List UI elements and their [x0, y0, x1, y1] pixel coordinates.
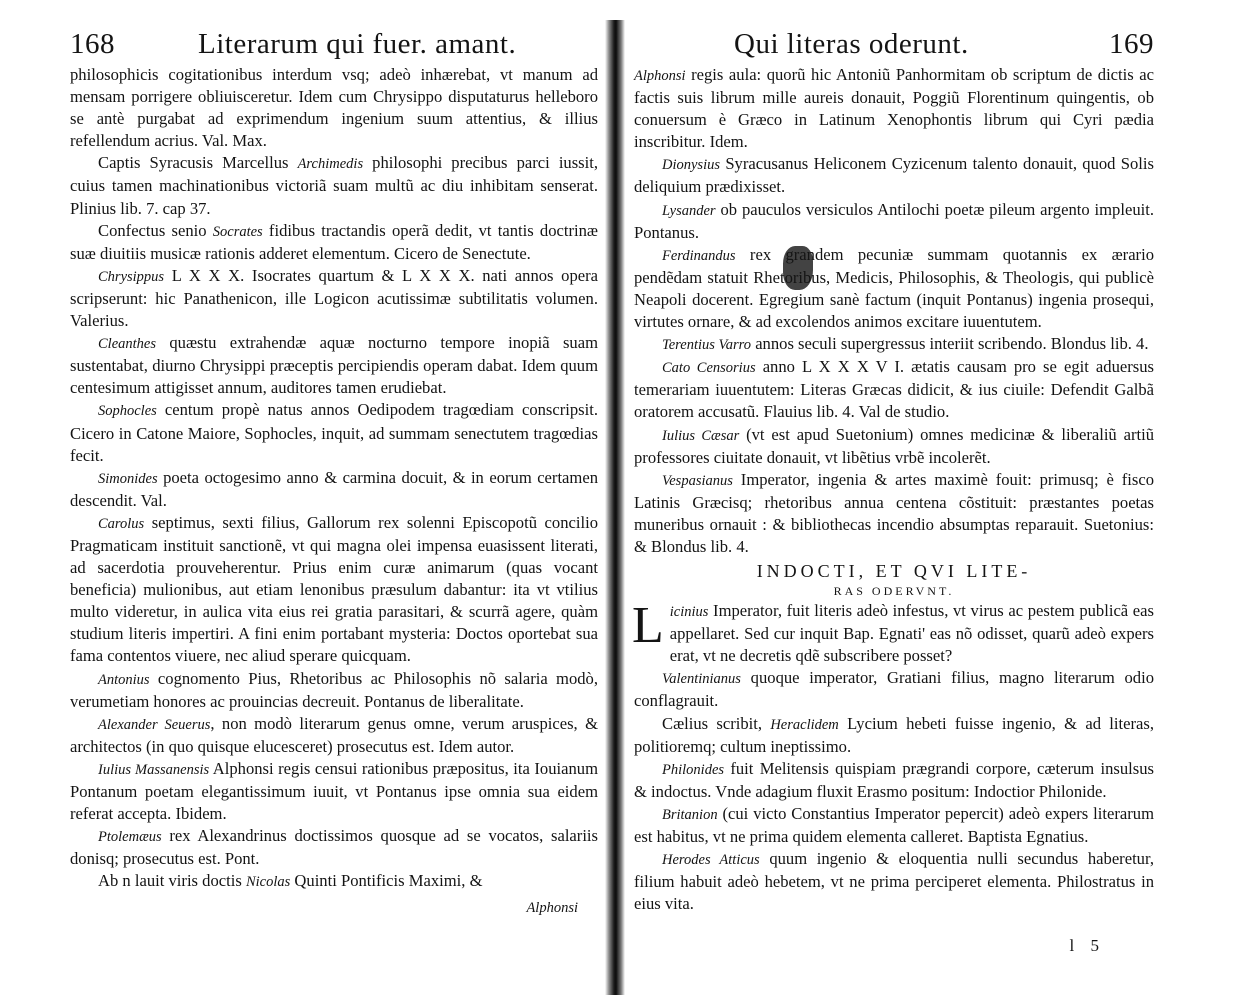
paragraph: Alexander Seuerus, non modò literarum genus omne, verum aruspices, & architectos (in quo quisque elucesceret) prosecutus est. Idem autor. — [70, 713, 598, 756]
italic-name: Ferdinandus — [662, 247, 736, 264]
section-heading-continued: RAS ODERVNT. — [833, 584, 955, 599]
paragraph: Britanion (cui victo Constantius Imperator pepercit) adeò expers literarum est habitus, vt ne prima quidem elementa calleret. Baptista Egnatius. — [634, 803, 1154, 846]
italic-name: Cleanthes — [98, 336, 156, 353]
paragraph: philosophicis cogitationibus interdum vsq; adeò inhærebat, vt manum ad mensam porrigere obliuisceretur. Idem cum Chrysippo disputaturus helleboro se antè purgabat ad exprimendum ingenium suum attentius, & illius refellendum acrius. Val. Max. — [70, 65, 598, 151]
paragraph: Lysander ob pauculos versiculos Antilochi poetæ pileum argento impleuit. Pontanus. — [634, 199, 1154, 242]
page-number: 169 — [1109, 28, 1154, 60]
italic-name: Terentius Varro — [662, 337, 752, 354]
book-gutter — [605, 20, 625, 995]
italic-name: Nicolas — [245, 874, 291, 891]
paragraph: Ab n lauit viris doctis Nicolas Quinti Pontificis Maximi, & — [98, 871, 483, 891]
italic-name: Antonius — [98, 671, 150, 688]
paragraph: Dionysius Syracusanus Heliconem Cyzicenum talento donauit, quod Solis deliquium prædixisset. — [634, 154, 1154, 197]
paragraph: Captis Syracusis Marcellus Archimedis philosophi precibus parci iussit, cuius tamen machinationibus victoriã suam multũ ac diu inhibitam senserat. Plinius lib. 7. cap 37. — [70, 153, 599, 218]
italic-name: Sophocles — [98, 403, 157, 420]
paragraph: Antonius cognomento Pius, Rhetoribus ac Philosophis nõ salaria modò, verumetiam honores ac prouincias decreuit. Pontanus de liberalitate. — [70, 668, 598, 711]
paragraph: Cælius scribit, Heraclidem Lycium hebeti fuisse ingenio, & ad literas, politioremq; cultum ineptissimo. — [634, 713, 1154, 756]
italic-name: Simonides — [98, 470, 158, 487]
paragraph: Philonides fuit Melitensis quispiam prægrandi corpore, cæterum insulsus & indoctus. Vnde adagium fluxit Erasmo positum: Indoctior Philonide. — [634, 758, 1154, 801]
italic-name: Vespasianus — [662, 472, 733, 489]
italic-name: Philonides — [662, 761, 725, 778]
paragraph: Terentius Varro annos seculi supergressus interiit scribendo. Blondus lib. 4. — [662, 334, 1149, 354]
paragraph: Sophocles centum propè natus annos Oedipodem tragœdiam conscripsit. Cicero in Catone Maiore, Sophocles, inquit, ad summam senectutem tragœdias fecit. — [70, 400, 598, 465]
paragraph: Alphonsi regis aula: quorũ hic Antoniũ Panhormitam ob scriptum de dictis ac factis suis librum mille aureis donauit, Poggiũ Florentinum quingentis, ob conuersum è Græco in Latinum Xenophontis librum qui Cyri pædia inscribitur. Idem. — [634, 65, 1154, 152]
running-title: Qui literas oderunt. — [734, 28, 969, 60]
italic-name: Herodes Atticus — [662, 852, 760, 869]
paragraph: Licinius Imperator, fuit literis adeò infestus, vt virus ac pestem publicã eas appellaret. Sed cur inquit Bap. Egnati' eas nõ odisset, quarũ adeò expers erat, vt ne decretis qdẽ subscribere posset? — [632, 597, 1154, 666]
paragraph: Cleanthes quæstu extrahendæ aquæ nocturno tempore inopiã suam sustentabat, diurno Chrysippi præceptis percipiendis operam dabat. Idem quum centesimum attigisset annum, auditores tamen erudiebat. — [70, 333, 598, 398]
signature-mark: l 5 — [1069, 936, 1105, 955]
paragraph: Confectus senio Socrates fidibus tractandis operã dedit, vt tantis doctrinæ suæ diuitiis musicæ rationis adderet elementum. Cicero de Senectute. — [70, 220, 598, 263]
paragraph: Iulius Cæsar (vt est apud Suetonium) omnes medicinæ & liberaliũ artiũ professores ciuitate donauit, vt libẽtius vrbẽ incolerẽt. — [634, 424, 1154, 467]
italic-name: Lysander — [662, 202, 716, 219]
catchword: Alphonsi — [526, 900, 578, 917]
italic-name: Valentinianus — [662, 671, 741, 688]
running-title: Literarum qui fuer. amant. — [198, 28, 517, 60]
left-page — [70, 0, 598, 1000]
italic-name: Alexander Seuerus — [98, 716, 211, 733]
italic-name: Iulius Massanensis — [98, 761, 210, 778]
running-head — [634, 28, 1154, 68]
paragraph: Herodes Atticus quum ingenio & eloquentia nulli secundus haberetur, filium habuit adeò hebetem, vt ne prima perciperet elementa. Philostratus in eius vita. — [634, 849, 1154, 914]
right-page — [634, 0, 1154, 1000]
italic-name: Heraclidem — [770, 716, 839, 733]
page-number: 168 — [70, 28, 115, 60]
paragraph: Ptolemæus rex Alexandrinus doctissimos quosque ad se vocatos, salariis donisq; prosecutus est. Pont. — [70, 826, 598, 869]
italic-name: icinius — [669, 604, 709, 621]
paragraph: Cato Censorius anno L X X X V I. ætatis causam pro se egit aduersus temerariam iuuentutem: Literas Græcas didicit, & ius ciuile: Defendit Galbã oratorem accusatũ. Flauius lib. 4. Val de studio. — [634, 357, 1154, 422]
running-head — [70, 28, 598, 68]
italic-name: Cato Censorius — [662, 360, 756, 377]
paragraph: Vespasianus Imperator, ingenia & artes maximè fouit: primusq; è fisco Latinis Græcisq; rhetoribus annua centena cõstituit: præstantes poetas muneribus ornauit : & bibliothecas incendio absumptas reparauit. Suetonius: & Blondus lib. 4. — [634, 469, 1154, 556]
italic-name: Britanion — [662, 806, 718, 823]
section-heading: INDOCTI, ET QVI LITE- — [756, 561, 1032, 582]
page-body — [634, 64, 1154, 915]
page-body — [70, 64, 598, 919]
paragraph: Valentinianus quoque imperator, Gratiani filius, magno literarum odio conflagrauit. — [634, 668, 1154, 711]
italic-name: Archimedis — [297, 156, 364, 173]
italic-name: Dionysius — [662, 157, 720, 174]
paragraph: Chrysippus L X X X. Isocrates quartum & L X X X. nati annos opera scripserunt: hic Panathenicon, ille Logicon acutissimæ subtilitatis volumen. Valerius. — [70, 265, 598, 331]
italic-name: Iulius Cæsar — [662, 427, 740, 444]
italic-name: Carolus — [98, 515, 145, 532]
italic-name: Ptolemæus — [98, 829, 162, 846]
paragraph: Iulius Massanensis Alphonsi regis censui rationibus præpositus, ita Iouianum Pontanum poetam elegantissimum iuuit, vt Pontanus ipse omnia sua eidem referat accepta. Ibidem. — [70, 758, 599, 824]
drop-cap: L — [632, 597, 664, 655]
italic-name: Chrysippus — [98, 268, 165, 285]
italic-name: Alphonsi — [634, 68, 686, 84]
paragraph: Ferdinandus rex grandem pecuniæ summam quotannis ex ærario pendẽdam statuit Rhetoribus, Medicis, Philosophis, & Theologis, qui publicè Neapoli docerent. Egregium sanè factum (inquit Pontanus) ingenia prosequi, virtutes ornare, & ad excolendos animos excitare iuuentutem. — [634, 244, 1154, 332]
italic-name: Socrates — [212, 223, 263, 240]
paragraph: Simonides poeta octogesimo anno & carmina docuit, & in eorum certamen descendit. Val. — [70, 467, 598, 510]
paragraph: Carolus septimus, sexti filius, Gallorum rex solenni Episcopotũ concilio Pragmaticam instituit sanctionẽ, vt qui magna olei impensa euasissent literati, ad sacerdotia prouveherentur. Prius enim curæ animarum (quas vocant beneficia) mulionibus, aut etiam lenonibus præsulum dabantur: ita vt vtilius multo videretur, in aulica vita eius rei gratia parasitari, & scurrã agere, quàm studium literis impertiri. A fini enim portabant mysteria: Doctos oportebat sua fama contentos viuere, nec aliud sperare quicquam. — [70, 512, 598, 666]
